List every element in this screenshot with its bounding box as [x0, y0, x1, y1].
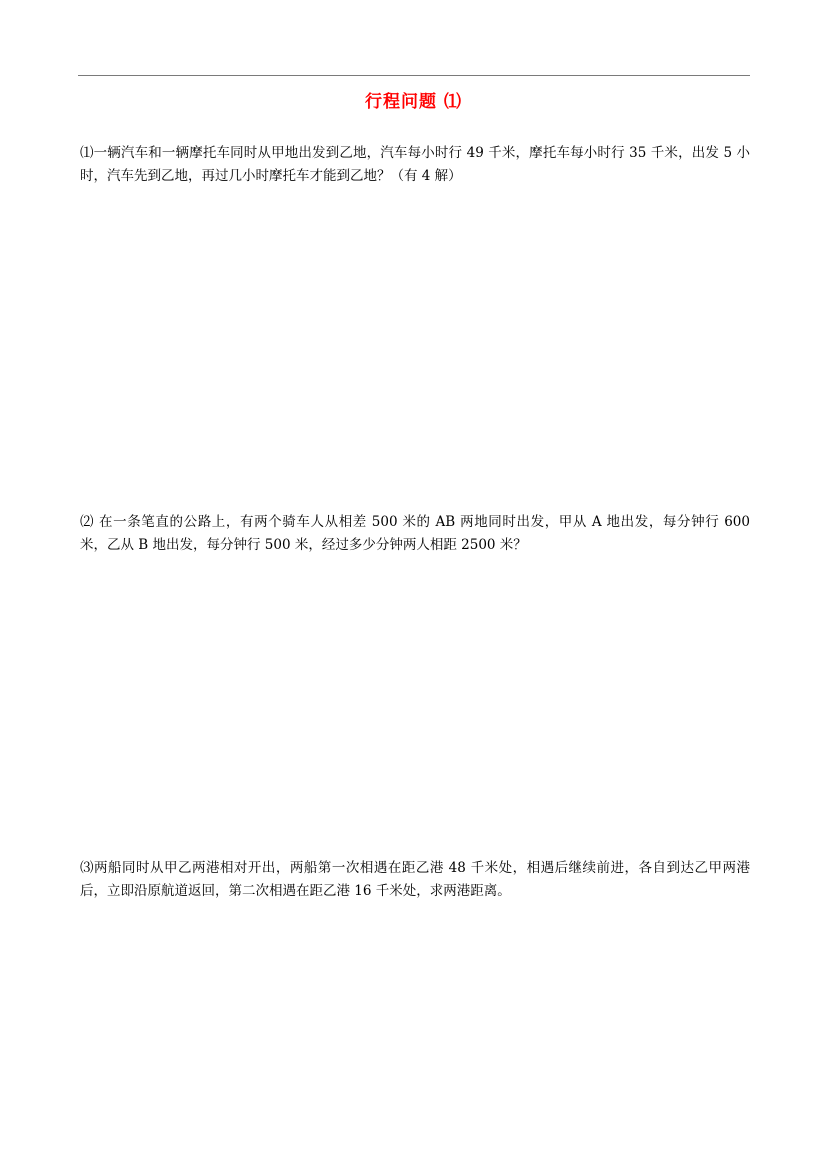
page-title: 行程问题 ⑴	[365, 92, 462, 112]
problem-3-text: ⑶两船同时从甲乙两港相对开出，两船第一次相遇在距乙港 48 千米处，相遇后继续前进，各自到达乙甲两港后，立即沿原航道返回，第二次相遇在距乙港 16 千米处，求两港距离。	[80, 860, 750, 899]
header-divider	[78, 75, 750, 76]
problem-2-text: ⑵ 在一条笔直的公路上，有两个骑车人从相差 500 米的 AB 两地同时出发，甲从 A 地出发，每分钟行 600 米，乙从 B 地出发，每分钟行 500 米，经过多少分钟两人相距 2500 米？	[80, 514, 750, 553]
problem-1-text: ⑴一辆汽车和一辆摩托车同时从甲地出发到乙地，汽车每小时行 49 千米，摩托车每小时行 35 千米，出发 5 小时，汽车先到乙地，再过几小时摩托车才能到乙地？（有 4 解）	[80, 145, 750, 184]
